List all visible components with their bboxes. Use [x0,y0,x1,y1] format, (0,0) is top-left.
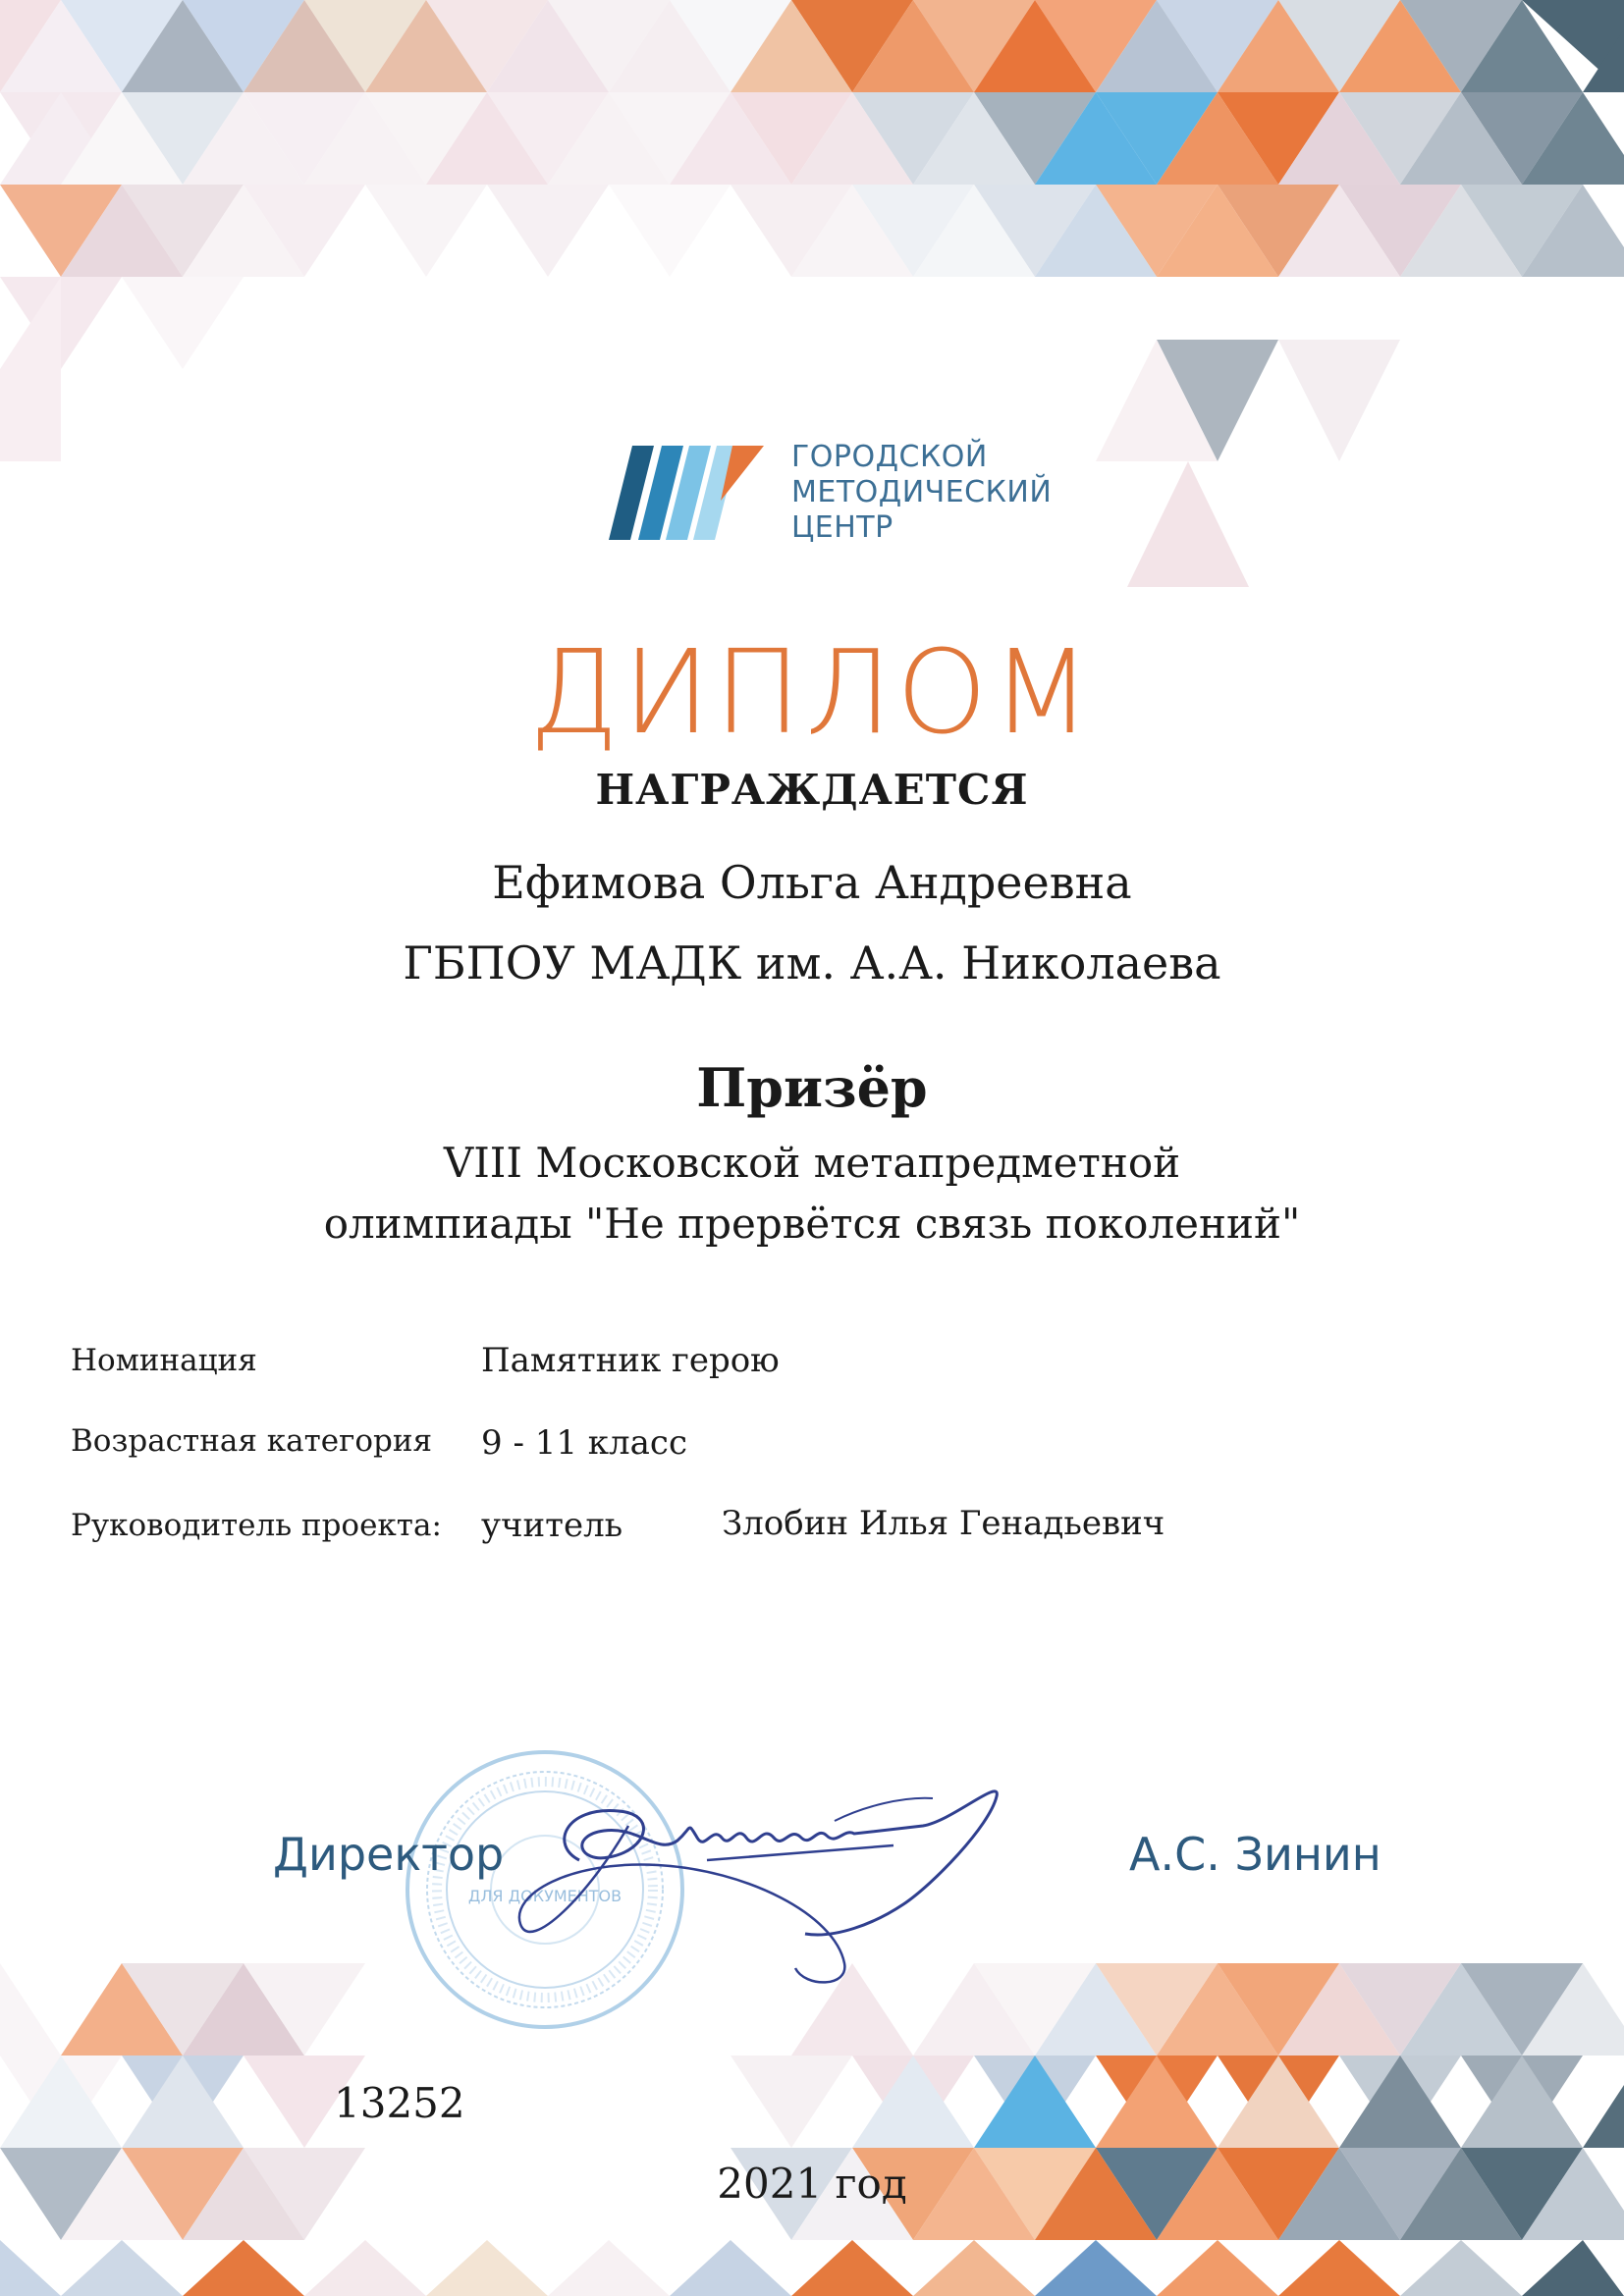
logo-line-2: МЕТОДИЧЕСКИЙ [791,475,1053,509]
director-title: Директор [273,1828,505,1881]
diploma-title: ДИПЛОМ [528,624,1096,760]
issue-year: 2021 год [717,2160,907,2208]
bottom-triangle-band [0,1963,1624,2296]
nomination-label: Номинация [71,1343,257,1378]
supervisor-name: Злобин Илья Генадьевич [722,1504,1165,1543]
director-name: А.С. Зинин [1129,1828,1381,1881]
event-title-line-2: олимпиады "Не прервётся связь поколений" [323,1200,1301,1248]
city-methodical-center-logo [609,432,1053,550]
supervisor-role: учитель [481,1506,623,1545]
age-category-label: Возрастная категория [71,1423,433,1459]
recipient-organization: ГБПОУ МАДК им. А.А. Николаева [403,936,1221,989]
logo-text [791,440,1052,546]
awarded-label: НАГРАЖДАЕТСЯ [595,766,1029,814]
director-signature [511,1767,1021,1993]
award-rank: Призёр [696,1056,928,1119]
logo-line-1: ГОРОДСКОЙ [791,440,988,474]
age-category-value: 9 - 11 класс [481,1423,688,1463]
stamp-text: ДЛЯ ДОКУМЕНТОВ [467,1887,623,1905]
event-title-line-1: VIII Московской метапредметной [443,1139,1181,1187]
recipient-name: Ефимова Ольга Андреевна [492,856,1132,909]
logo-line-3: ЦЕНТР [791,510,893,545]
logo-mark-icon [609,432,776,540]
supervisor-label: Руководитель проекта: [71,1508,442,1543]
nomination-value: Памятник герою [481,1341,780,1380]
diploma-number: 13252 [334,2079,465,2127]
